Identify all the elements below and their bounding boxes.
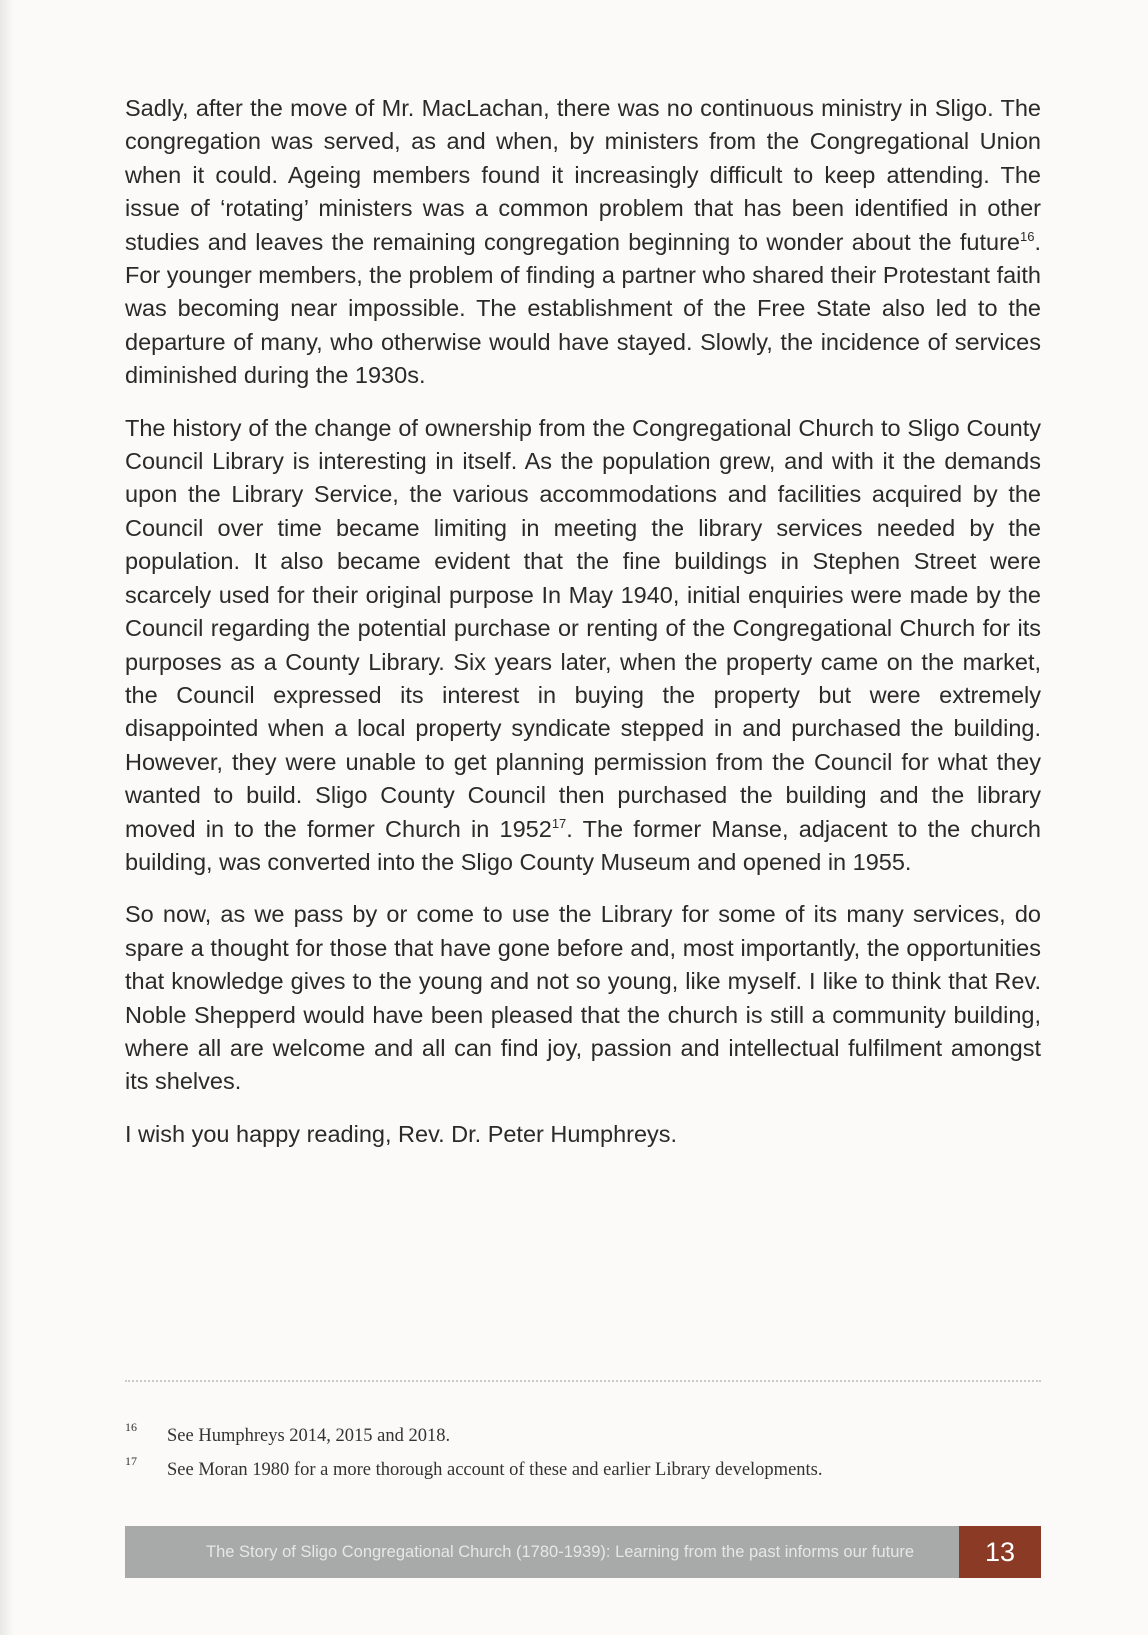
footnote-17 (125, 1454, 1041, 1494)
footnote-ref-17[interactable]: 17 (551, 815, 567, 831)
closing-signature: I wish you happy reading, Rev. Dr. Peter Humphreys. (125, 1120, 678, 1147)
footnote-ref-16[interactable]: 16 (1020, 228, 1035, 244)
page-number: 13 (959, 1526, 1041, 1578)
paragraph-1 (125, 92, 1041, 393)
footnote-number: 16 (125, 1420, 137, 1434)
paragraph-2 (125, 412, 1041, 880)
paragraph-2-text-b: . The former Manse, adjacent to the church building, was converted into the Sligo County Museum and opened in 1955. (125, 815, 1041, 875)
paragraph-3: So now, as we pass by or come to use the Library for some of its many services, do spare a thought for those that have gone before and, most importantly, the opportunities that knowledge gives to the young and not so young, like myself. I like to think that Rev. Noble Shepperd would have been pleased that the church is still a community building, where all are welcome and all can find joy, passion and intellectual fulfilment amongst its shelves. (125, 901, 1041, 1095)
footnote-text: See Humphreys 2014, 2015 and 2018. (167, 1426, 451, 1446)
footnotes (125, 1420, 1041, 1494)
body-text (125, 92, 1041, 1170)
footnote-number: 17 (125, 1454, 137, 1468)
page-edge-shadow (0, 0, 14, 1635)
paragraph-1-text-a: Sadly, after the move of Mr. MacLachan, there was no continuous ministry in Sligo. The congregation was served, as and when, by ministers from the Congregational Union when it could. Ageing members found it increasingly difficult to keep attending. The issue of ‘rotating’ ministers was a common problem that has been identified in other studies and leaves the remaining congregation beginning to wonder about the future (125, 95, 1041, 255)
footnote-divider (125, 1380, 1041, 1382)
paragraph-2-text-a: The history of the change of ownership from the Congregational Church to Sligo County Council Library is interesting in itself. As the population grew, and with it the demands upon the Library Service, the various accommodations and facilities acquired by the Council over time became limiting in meeting the library services needed by the population. It also became evident that the fine buildings in Stephen Street were scarcely used for their original purpose In May 1940, initial enquiries were made by the Council regarding the potential purchase or renting of the Congregational Church for its purposes as a County Library. Six years later, when the property came on the market, the Council expressed its interest in buying the property but were extremely disappointed when a local property syndicate stepped in and purchased the building. However, they were unable to get planning permission from the Council for what they wanted to build. Sligo County Council then purchased the building and the library moved in to the former Church in 1952 (125, 414, 1041, 842)
paragraph-1-text-b: . For younger members, the problem of finding a partner who shared their Protestant faith was becoming near impossible. The establishment of the Free State also led to the departure of many, who otherwise would have stayed. Slowly, the incidence of services diminished during the 1930s. (125, 228, 1041, 389)
footer-bar (125, 1526, 1041, 1578)
footnote-text: See Moran 1980 for a more thorough account of these and earlier Library developments. (167, 1460, 823, 1480)
footer-title: The Story of Sligo Congregational Church (1780-1939): Learning from the past informs our future (206, 1543, 915, 1561)
footnote-16 (125, 1420, 1041, 1460)
